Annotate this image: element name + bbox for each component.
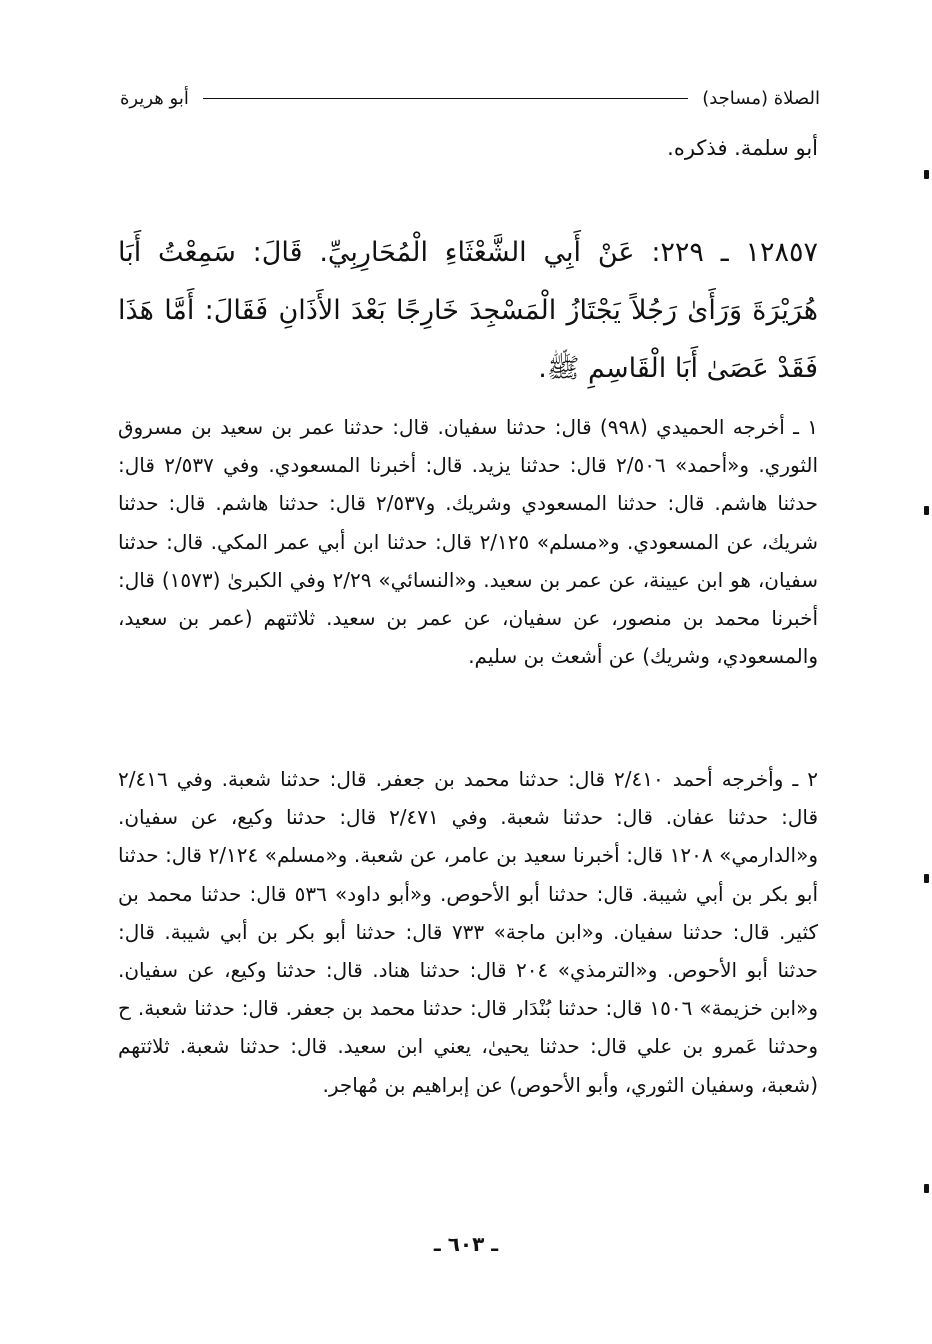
intro-line: أبو سلمة. فذكره. — [667, 136, 818, 160]
running-header — [120, 84, 820, 112]
takhrij-paragraph-1 — [118, 408, 818, 675]
header-rule — [203, 98, 688, 99]
chapter-title: الصلاة (مساجد) — [702, 87, 820, 109]
page-number: ـ ٦٠٣ ـ — [433, 1232, 499, 1256]
narrator-title: أبو هريرة — [120, 87, 189, 109]
margin-mark — [924, 170, 929, 179]
takhrij-text: ٢ ـ وأخرجه أحمد ٢/٤١٠ قال: حدثنا محمد بن جعفر. قال: حدثنا شعبة. وفي ٢/٤١٦ قال: حدثنا عفان. قال: حدثنا شعبة. وفي ٢/٤٧١ قال: حدثنا وكيع، عن سفيان. و«الدارمي» ١٢٠٨ قال: أخبرنا سعيد بن عامر، عن شعبة. و«مسلم» ٢/١٢٤ قال: حدثنا أبو بكر بن أبي شيبة. قال: حدثنا أبو الأحوص. و«أبو داود» ٥٣٦ قال: حدثنا محمد بن كثير. قال: حدثنا سفيان. و«ابن ماجة» ٧٣٣ قال: حدثنا أبو بكر بن أبي شيبة. قال: حدثنا أبو الأحوص. و«الترمذي» ٢٠٤ قال: حدثنا هناد. قال: حدثنا وكيع، عن سفيان. و«ابن خزيمة» ١٥٠٦ قال: حدثنا بُنْدَار قال: حدثنا محمد بن جعفر. قال: حدثنا شعبة. ح وحدثنا عَمرو بن علي قال: حدثنا يحيىٰ، يعني ابن سعيد. قال: حدثنا شعبة. ثلاثتهم (شعبة، وسفيان الثوري، وأبو الأحوص) عن إبراهيم بن مُهاجر. — [118, 767, 819, 1097]
margin-mark — [924, 506, 929, 515]
margin-mark — [924, 1184, 929, 1193]
takhrij-text: ١ ـ أخرجه الحميدي (٩٩٨) قال: حدثنا سفيان. قال: حدثنا عمر بن سعيد بن مسروق الثوري. و«أحمد» ٢/٥٠٦ قال: حدثنا يزيد. قال: أخبرنا المسعودي. وفي ٢/٥٣٧ قال: حدثنا هاشم. قال: حدثنا المسعودي وشريك. و٢/٥٣٧ قال: حدثنا هاشم. قال: حدثنا شريك، عن المسعودي. و«مسلم» ٢/١٢٥ قال: حدثنا ابن أبي عمر المكي. قال: حدثنا سفيان، هو ابن عيينة، عن عمر بن سعيد. و«النسائي» ٢/٢٩ وفي الكبرىٰ (١٥٧٣) قال: أخبرنا محمد بن منصور، عن سفيان، عن عمر بن سعيد. ثلاثتهم (عمر بن سعيد، والمسعودي، وشريك) عن أشعث بن سليم. — [118, 415, 819, 669]
margin-mark — [924, 874, 929, 883]
takhrij-paragraph-2 — [118, 760, 818, 1104]
hadith-text: ١٢٨٥٧ ـ ٢٢٩: عَنْ أَبِي الشَّعْثَاءِ الْمُحَارِبِيِّ. قَالَ: سَمِعْتُ أَبَا هُرَيْرَةَ وَرَأَىٰ رَجُلاً يَجْتَازُ الْمَسْجِدَ خَارِجًا بَعْدَ الأَذَانِ فَقَالَ: أَمَّا هَذَا فَقَدْ عَصَىٰ أَبَا الْقَاسِمِ ﷺ. — [118, 237, 819, 384]
